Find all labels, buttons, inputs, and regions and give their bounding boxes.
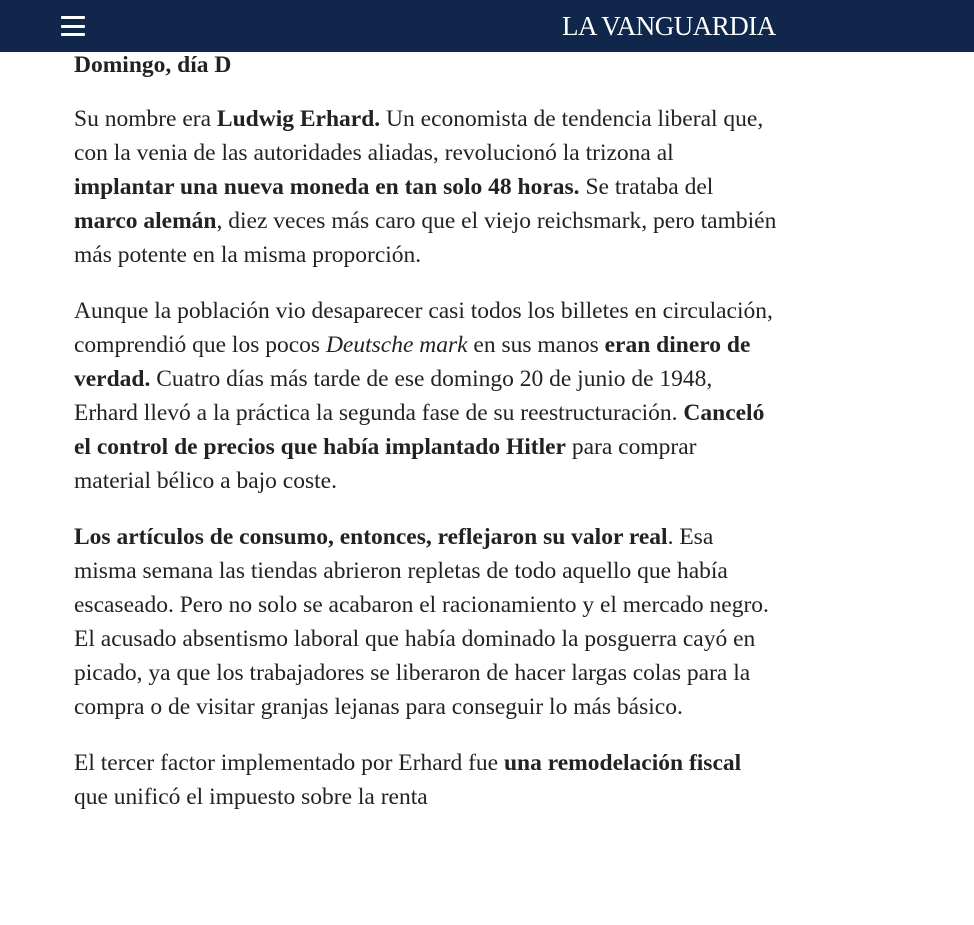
article-paragraph	[74, 746, 779, 814]
text-run: . Esa misma semana las tiendas abrieron repletas de todo aquello que había escaseado. Pero no solo se acabaron el racionamiento y el mercado negro. El acusado absentismo laboral que había dominado la posguerra cayó en picado, ya que los trabajadores se liberaron de hacer largas colas para la compra o de visitar granjas lejanas para conseguir lo más básico.	[74, 524, 769, 720]
article-paragraph	[74, 520, 779, 724]
bold-text: una remodelación fiscal	[503, 750, 742, 776]
text-run: para comprar material bélico a bajo coste.	[74, 434, 697, 494]
bold-text: Ludwig Erhard.	[216, 106, 381, 132]
bold-text: implantar una nueva moneda en tan solo 48 horas.	[74, 174, 580, 200]
text-run: , diez veces más caro que el viejo reichsmark, pero también más potente en la misma proporción.	[74, 208, 777, 268]
text-run: Su nombre era	[74, 106, 217, 132]
text-run: que unificó el impuesto sobre la renta	[74, 784, 428, 810]
article-subheading: Domingo, día D	[74, 52, 232, 78]
italic-text: Deutsche mark	[325, 332, 468, 358]
article-paragraph	[74, 102, 779, 272]
site-logo[interactable]: LA VANGUARDIA	[562, 11, 776, 41]
text-run: Aunque la población vio desaparecer casi todos los billetes en circulación, comprendió que los pocos	[74, 298, 773, 358]
bold-text: Los artículos de consumo, entonces, reflejaron su valor real	[74, 524, 668, 550]
text-run: Cuatro días más tarde de ese domingo 20 de junio de 1948, Erhard llevó a la práctica la segunda fase de su reestructuración.	[74, 366, 713, 426]
top-navigation-bar	[0, 0, 974, 52]
text-run: Un economista de tendencia liberal que, con la venia de las autoridades aliadas, revolucionó la trizona al	[74, 106, 764, 166]
text-run: El tercer factor implementado por Erhard fue	[74, 750, 504, 776]
article-paragraph	[74, 294, 779, 498]
hamburger-menu-icon[interactable]	[61, 16, 85, 36]
text-run: Se trataba del	[579, 174, 714, 200]
bold-text: Canceló el control de precios que había implantado Hitler	[74, 400, 765, 460]
bold-text: eran dinero de verdad.	[74, 332, 751, 392]
text-run: en sus manos	[467, 332, 605, 358]
article-body	[74, 50, 779, 836]
bold-text: marco alemán	[74, 208, 217, 234]
